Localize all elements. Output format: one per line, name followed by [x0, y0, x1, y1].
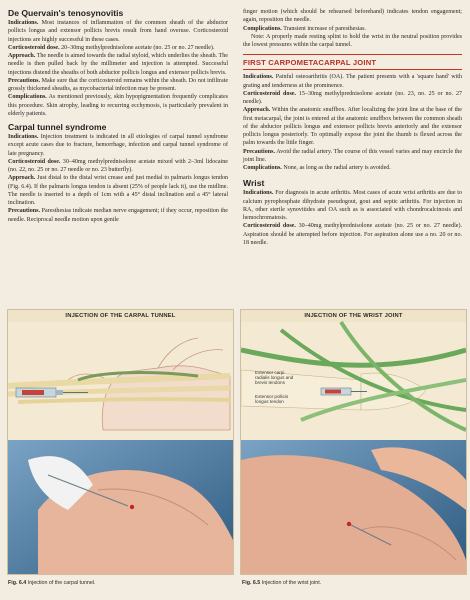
paragraph: Indications. Injection treatment is indicated in all etiologies of carpal tunnel syndrome except acute cases due to fracture, hemorrhage, infection and carpal tunnel syndrome of late pregnancy. [8, 134, 228, 157]
paragraph: Precautions. Make sure that the corticosteroid remains within the sheath. Do not infiltrate grossly thickened sheaths, as mycobacterial infection may be present. [8, 77, 228, 92]
section-title-first-cmc: FIRST CARPOMETACARPAL JOINT [243, 58, 377, 68]
annotation-epl: Extensor pollicis longus tendon [255, 394, 289, 405]
paragraph: Corticosteroid dose. 20–30mg methylprednisolone acetate (no. 25 or no. 27 needle). [8, 44, 215, 51]
paragraph: Corticosteroid dose. 30–40mg methylprednisolone acetate mixed with 2–3ml lidocaine (no. 22, no. 25 or no. 27 needle or no. 23 butterfly). [8, 158, 228, 173]
figure-title: INJECTION OF THE WRIST JOINT [304, 313, 403, 319]
section-divider [243, 54, 462, 55]
figure-caption: Fig. 6.5 Injection of the wrist joint. [242, 580, 322, 586]
paragraph: Indications. For diagnosis in acute arthritis. Most cases of acute wrist arthritis are due to calcium pyrophosphate dihydrate pseudogout, gout and septic arthritis. For injection in RA, other sterile synovitides and OA such as is associated with chondrocalcinosis and hemochromatosis. [243, 190, 462, 221]
figure-carpal-tunnel [7, 309, 234, 575]
paragraph: Complications. None, as long as the radial artery is avoided. [243, 165, 391, 171]
paragraph: Indications. Most instances of inflammation of the common sheath of the abductor pollicis longus and extensor pollicis brevis result from hand overuse. Corticosteroid injections are highly successful in these cases. [8, 20, 228, 43]
paragraph: finger motion (which should be rehearsed beforehand) indicates tendon engagement; again, reposition the needle. [243, 9, 462, 24]
figure-title: INJECTION OF THE CARPAL TUNNEL [65, 313, 176, 319]
carpal-tunnel-illustration [8, 310, 233, 574]
paragraph: Precautions. Paresthesias indicate median nerve engagement; if they occur, reposition the needle. Reciprocal needle motion upon gentle [8, 208, 228, 223]
paragraph: Corticosteroid dose. 15–30mg methylprednisolone acetate (no. 23, no. 25 or no. 27 needle). [243, 90, 462, 105]
section-title-wrist: Wrist [243, 178, 265, 189]
paragraph: Approach. Within the anatomic snuffbox. After localizing the joint line at the base of the first metacarpal, the joint is entered at the anatomic snuffbox between the common sheath of the abductor pollicis longus and extensor pollicis brevis anteriorly and the extensor pollicis longus posteriorly. To optimally expose the joint the thumb is flexed across the palm towards the little finger. [243, 107, 462, 147]
paragraph: Approach. Just distal to the distal wrist crease and just medial to palmaris longus tendon (Fig. 6.4). If the palmaris longus tendon is absent (25% of people lack it), use the midline. The needle is inserted to a depth of 1cm with a 45° distal inclination and a 45° lateral inclination. [8, 175, 228, 206]
annotation-ecrl-ecrb: Extensor carpi radialis longus and brevis tendons [255, 370, 294, 386]
paragraph: Complications. As mentioned previously, skin hypopigmentation frequently complicates this procedure. Skin atrophy, leading to recurring ecchymosis, is particularly prevalent in elderly patients. [8, 94, 228, 117]
paragraph: Indications. Painful osteoarthritis (OA). The patient presents with a 'square hand' with grating and tenderness at the prominence. [243, 74, 462, 89]
right-column [243, 8, 462, 247]
section-title-carpal-tunnel: Carpal tunnel syndrome [8, 122, 107, 132]
paragraph: Complications. Transient increase of paresthesias. [243, 25, 366, 32]
note-paragraph: Note: A properly made resting splint to hold the wrist in the neutral position provides the lowest pressures within the carpal tunnel. [243, 33, 462, 48]
paragraph: Approach. The needle is aimed towards the radial styloid, which underlies the sheath. The needle is then pulled back by the millimeter and injection is attempted. Successful injections distend the sheaths of both abductor pollicis longus and extensor pollicis brevis. [8, 53, 228, 76]
section-title-de-quervain: De Quervain's tenosynovitis [8, 8, 124, 18]
paragraph: Corticosteroid dose. 30–40mg methylprednisolone acetate (no. 25 or no. 27 needle). Aspiration should be attempted before injection. For aspiration alone use a no. 20 or no. 18 needle. [243, 223, 462, 246]
wrist-joint-illustration [241, 310, 466, 574]
left-column [8, 8, 228, 224]
paragraph: Precautions. Avoid the radial artery. The course of this vessel varies and may encircle the joint line. [243, 148, 462, 163]
figure-wrist-joint [240, 309, 467, 575]
section-divider [243, 69, 462, 70]
figure-caption: Fig. 6.4 Injection of the carpal tunnel. [8, 580, 96, 586]
